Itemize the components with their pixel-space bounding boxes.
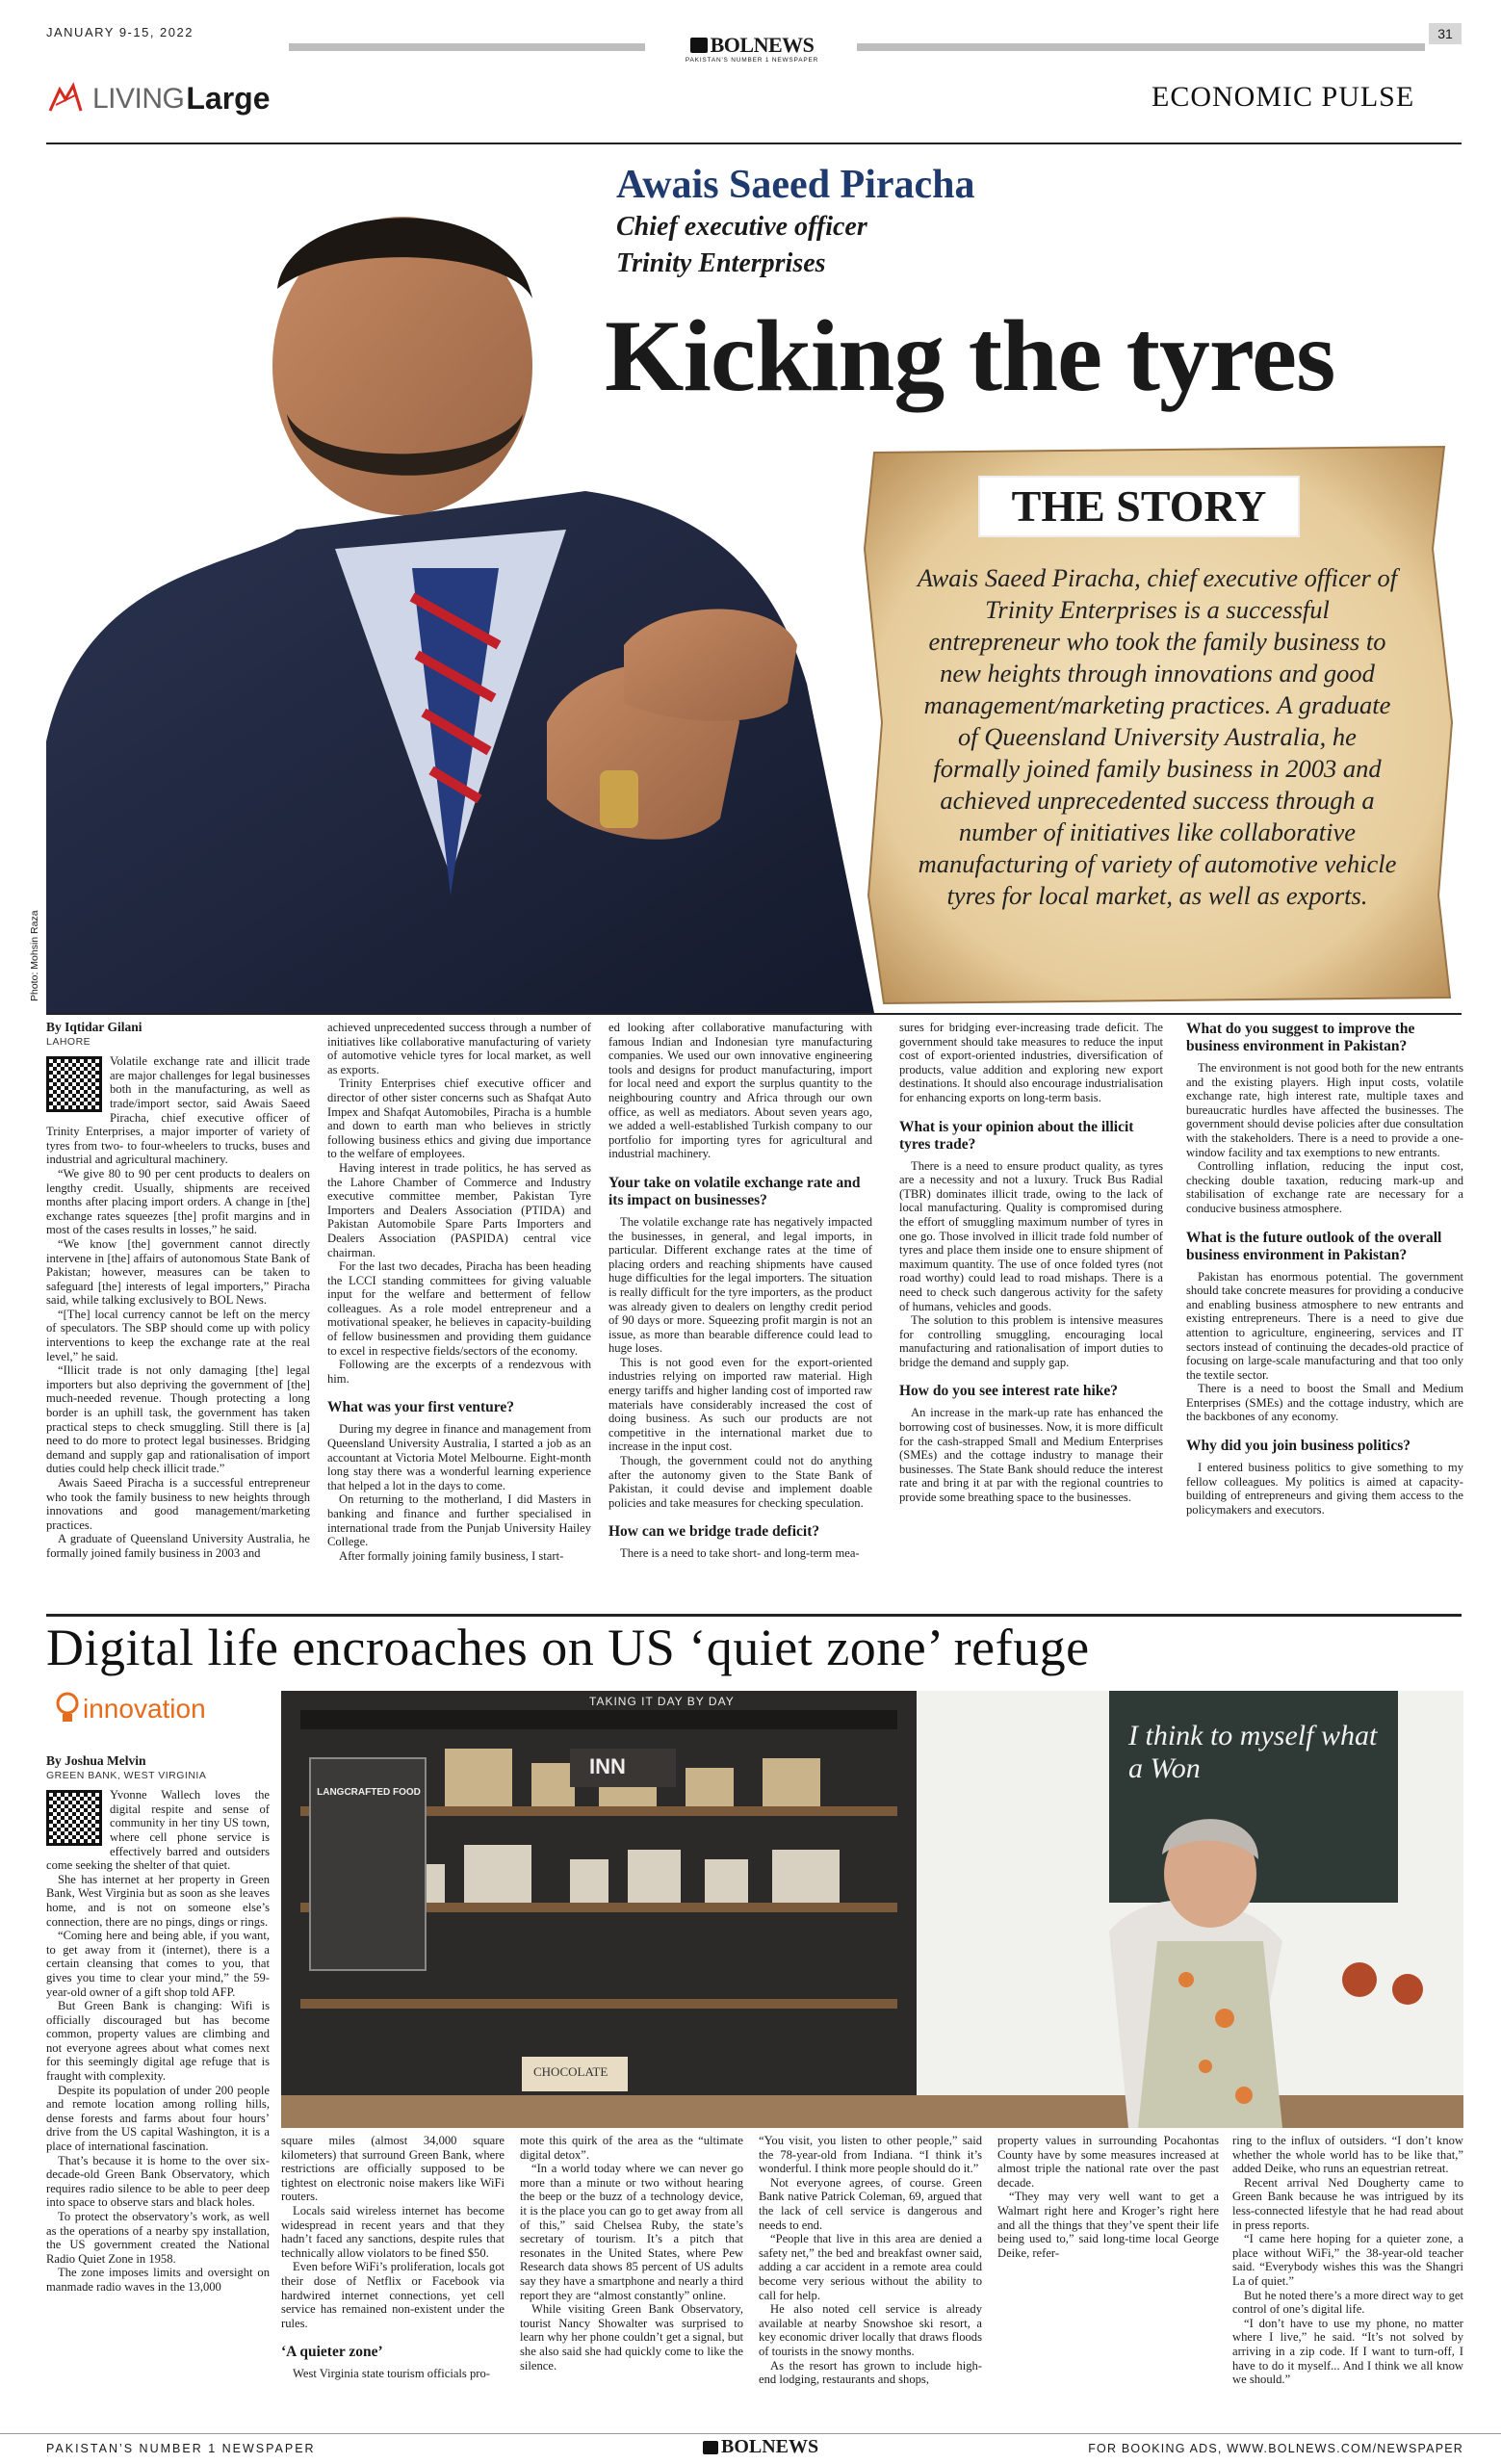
- header-rule-right: [857, 43, 1425, 51]
- paragraph: Though, the government could not do anything after the autonomy given to the State Bank of Pakistan, it could devise and implement doable policies and take measures for checking speculation.: [608, 1454, 872, 1510]
- paragraph: Controlling inflation, reducing the input cost, checking double taxation, reducing mark-up and stabilisation of exchange rate are necessary for a conducive business atmosphere.: [1186, 1159, 1463, 1215]
- story-parchment: [855, 433, 1463, 1011]
- gift-shop-photo: [281, 1691, 1463, 2128]
- profile-name: Awais Saeed Piracha: [616, 163, 975, 207]
- paragraph: Locals said wireless internet has become widespread in recent years and that they hadn’t faced any sanctions, despite rules that technically allow violators to be fined $50.: [281, 2203, 505, 2260]
- photo-credit: Photo: Mohsin Raza: [29, 910, 40, 1001]
- paragraph: achieved unprecedented success through a number of initiatives like collaborative manufacturing of variety of automotive vehicle tyres for local market, as well as exports.: [327, 1021, 591, 1076]
- paragraph: “Illicit trade is not only damaging [the] legal importers but also depriving the government of [the] much-needed revenue. Though protecting a long border is an uphill task, the government has taken practical steps to check smuggling. Still there is [a] need to do more to protect legal businesses. Bridging demand and supply gap and rationalisation of import duties could help check illicit trade.”: [46, 1363, 310, 1476]
- paragraph: “They may very well want to get a Walmart right here and Kroger’s right here and all the things that they’ve spent their life being used to,” said long-time local George Deike, refer-: [997, 2190, 1219, 2260]
- paragraph: “We know [the] government cannot directly intervene in [the] affairs of autonomous State Bank of Pakistan; however, measures can be taken to safeguard [the] interests of legal importers,” Piracha said, while talking exclusively to BOL News.: [46, 1236, 310, 1308]
- question-heading: What do you suggest to improve the business environment in Pakistan?: [1186, 1021, 1415, 1054]
- paragraph: “[The] local currency cannot be left on the mercy of speculators. The SBP should come up with policy interventions to keep the exchange rate at the real level,” he said.: [46, 1307, 310, 1363]
- paragraph: Not everyone agrees, of course. Green Bank native Patrick Coleman, 69, argued that the lack of cell service is dangerous and needs to end.: [759, 2175, 982, 2232]
- story2-col5: [997, 2134, 1219, 2428]
- dateline: GREEN BANK, WEST VIRGINIA: [46, 1769, 207, 1781]
- paragraph: That’s because it is home to the over six-decade-old Green Bank Observatory, which requires radio silence to be able to peer deep into space to observe stars and black holes.: [46, 2153, 270, 2210]
- paragraph: While visiting Green Bank Observatory, tourist Nancy Showalter was surprised to learn why her phone couldn’t get a signal, but she also said she had quickly come to like the silence.: [520, 2302, 743, 2373]
- paragraph: This is not good even for the export-oriented industries relying on imported raw material. High energy tariffs and higher landing cost of imported raw materials have considerably increased the cost of doing business. As such our products are not competitive in the international market due to increase in the input cost.: [608, 1355, 872, 1454]
- paragraph: ed looking after collaborative manufacturing with famous Indian and Indonesian tyre manufacturing companies. We used our own innovative engineering tools and designs for product manufacturing, import for local need and export the surplus quantity to the neighbouring country and Africa through our own office, as well as mediators. About seven years ago, we added a well-established Turkish company to our portfolio for importing tyres for agricultural and industrial machinery.: [608, 1021, 872, 1161]
- photo-sign-inn: INN: [589, 1754, 626, 1778]
- paragraph: There is a need to boost the Small and Medium Enterprises (SMEs) and the cottage industry, which are the backbones of any economy.: [1186, 1382, 1463, 1424]
- paragraph: “I don’t have to use my phone, no matter where I live,” he said. “It’s not solved by arriving in a zip code. If I want to turn-off, I have to do it myself... And I think we all know we should.”: [1232, 2316, 1463, 2387]
- header-rule-left: [289, 43, 645, 51]
- paragraph: mote this quirk of the area as the “ultimate digital detox”.: [520, 2134, 743, 2162]
- page-number: 31: [1429, 23, 1462, 44]
- innovation-section: innovation: [54, 1691, 206, 1727]
- story1-col2: [327, 1021, 591, 1604]
- question-heading: What is your opinion about the illicit tyres trade?: [899, 1118, 1134, 1153]
- header-logo: BOLNEWS PAKISTAN'S NUMBER 1 NEWSPAPER: [685, 33, 819, 64]
- headline-quiet-zone: Digital life encroaches on US ‘quiet zone’ refuge: [46, 1619, 1090, 1676]
- byline: By Iqtidar Gilani: [46, 1021, 142, 1034]
- story1-divider: [46, 1013, 1462, 1015]
- paragraph: Even before WiFi’s proliferation, locals got their dose of Netflix or Facebook via hardwired internet connections, yet cell service has remained non-existent under the rules.: [281, 2260, 505, 2330]
- profile-company: Trinity Enterprises: [616, 248, 826, 278]
- paragraph: The environment is not good both for the new entrants and the existing players. High input costs, volatile exchange rate, high interest rate, multiple taxes and bureaucratic hurdles have affected the businesses. The government should devise policies after due consultation with the stakeholders. There is a need to provide a one-window facility and tax exemptions to new entrants.: [1186, 1061, 1463, 1159]
- question-heading: What was your first venture?: [327, 1399, 515, 1416]
- paragraph: The solution to this problem is intensive measures for controlling smuggling, encouraging local manufacturing and rationalisation of import duties to bridge the demand and supply gap.: [899, 1313, 1163, 1369]
- story1-col5: [1186, 1021, 1463, 1604]
- photo-sign-day: TAKING IT DAY BY DAY: [589, 1695, 735, 1708]
- paragraph: After formally joining family business, I start-: [339, 1548, 564, 1563]
- paragraph: Having interest in trade politics, he has served as the Lahore Chamber of Commerce and Industry executive committee member, Pakistan Tyre Importers and Dealers Association (PTIDA) and Pakistan Automobile Spare Parts Importers and Dealers Association (PASPIDA) central vice chairman.: [327, 1160, 591, 1259]
- paragraph: There is a need to ensure product quality, as tyres are a necessity and not a luxury. Truck Bus Radial (TBR) dominates illicit trade, owing to the lack of local manufacturing. Quality is compromised during the effort of smuggling maximum number of tyres in one go. Those involved in illicit trade fold number of tyres and place them inside one to ensure shipment of maximum quantity. The use of once folded tyres (not road worthy) could lead to road mishaps. There is a need to check such dangerous activity for the safety of humans, vehicles and goods.: [899, 1158, 1163, 1313]
- paragraph: During my degree in finance and management from Queensland University Australia, I started a job as an accountant at Victoria Motel Melbourne. Eight-month long stay there was a wonderful learning experience that helped a lot in the days to come.: [327, 1422, 591, 1492]
- paragraph: Despite its population of under 200 people and remote location among rolling hills, dense forests and farms about four hours’ drive from the US capital Washington, it is a place of international fascination.: [46, 2083, 270, 2154]
- paragraph: “I came here hoping for a quieter zone, a place without WiFi,” the 38-year-old teacher said. “Everybody wishes this was the Shangri La of quiet.”: [1232, 2232, 1463, 2288]
- paragraph: On returning to the motherland, I did Masters in banking and finance and further specialised in international trade from the Punjab University Hailey College.: [327, 1492, 591, 1549]
- paragraph: She has internet at her property in Green Bank, West Virginia but as soon as she leaves home, and is not on someone else’s connection, there are no pings, dings or rings.: [46, 1872, 270, 1929]
- paragraph: “Coming here and being able, if you want, to get away from it (internet), there is a certain cleansing that comes to you, that gives you time to clear your mind,” the 59-year-old owner of a gift shop told AFP.: [46, 1929, 270, 1999]
- story2-col2: [281, 2134, 505, 2428]
- paragraph: The volatile exchange rate has negatively impacted the businesses, in general, and legal imports, in particular. Different exchange rates at the time of placing orders and reaching shipments have caused huge difficulties for the legal importers. The situation is really difficult for the tyre importers, as the product was already given to dealers on lengthy credit period of 90 days or more. Squeezing profit margin is not an issue, as more than bearable difference could lead to huge loses.: [608, 1214, 872, 1356]
- question-heading: How can we bridge trade deficit?: [608, 1523, 820, 1541]
- dateline: LAHORE: [46, 1035, 91, 1048]
- question-heading: Your take on volatile exchange rate and its impact on businesses?: [608, 1174, 861, 1208]
- question-heading: Why did you join business politics?: [1186, 1438, 1411, 1455]
- paragraph: An increase in the mark-up rate has enhanced the borrowing cost of businesses. Now, it is more difficult for the cash-strapped Small and Medium Enterprises (SMEs) and the cottage industry to manage their businesses. The State Bank should reduce the interest rate and bring it at par with the regional countries to provide some breathing space to the businesses.: [899, 1406, 1163, 1505]
- paragraph: Yvonne Wallech loves the digital respite and sense of community in her tiny US town, where cell phone service is effectively barred and outsiders come seeking the shelter of that quiet.: [46, 1788, 270, 1873]
- story2-col6: [1232, 2134, 1463, 2428]
- paragraph: sures for bridging ever-increasing trade deficit. The government should take measures to reduce the input cost of export-oriented industries, diversification of products, value addition and exploring new export destinations. It should also encourage industrialisation for enhancing exports on long-term basis.: [899, 1021, 1163, 1104]
- story2-col1: [46, 1754, 270, 2428]
- paragraph: Awais Saeed Piracha is a successful entrepreneur who took the family business to new heights through innovations and good management/marketing practices.: [46, 1476, 310, 1532]
- economic-pulse-section: ECONOMIC PULSE: [1152, 81, 1415, 113]
- story1-col1: [46, 1021, 310, 1604]
- paragraph: A graduate of Queensland University Australia, he formally joined family business in 2003 and: [46, 1532, 310, 1560]
- story2-col3: [520, 2134, 743, 2428]
- photo-sign-think: I think to myself what a Won: [1128, 1720, 1378, 1784]
- paragraph: To protect the observatory’s work, as well as the operations of a nearby spy installation, the US government created the National Radio Quiet Zone in 1958.: [46, 2210, 270, 2266]
- story1-col3: [608, 1021, 872, 1604]
- paragraph: Trinity Enterprises chief executive officer and director of other sister concerns such as Shafqat Auto Impex and Shafqat Automobiles, Piracha is a humble and down to earth man who believes in strictly following business ethics and giving due importance to the welfare of employees.: [327, 1076, 591, 1161]
- footer-tagline: PAKISTAN’S NUMBER 1 NEWSPAPER: [46, 2442, 316, 2455]
- story-summary: Awais Saeed Piracha, chief executive officer of Trinity Enterprises is a successful entrepreneur who took the family business to new heights through innovations and good management/marketing practices. A graduate of Queensland University Australia, he formally joined family business in 2003 and achieved unprecedented success through a number of initiatives like collaborative manufacturing of variety of automotive vehicle tyres for local market, as well as exports.: [917, 563, 1398, 910]
- paragraph: The zone imposes limits and oversight on manmade radio waves in the 13,000: [46, 2266, 270, 2294]
- story1-col4: [899, 1021, 1163, 1604]
- byline: By Joshua Melvin: [46, 1754, 146, 1768]
- paragraph: Volatile exchange rate and illicit trade are major challenges for legal businesses both in the manufacturing, as well as trade/import sector, said Awais Saeed Piracha, chief executive officer of Trinity Enterprises, a major importer of variety of tyres from two- to four-wheelers to trucks, buses and industrial and agricultural machinery.: [46, 1054, 310, 1167]
- paragraph: Pakistan has enormous potential. The government should take concrete measures for providing a conducive and enabling business atmosphere to new entrants and existing entrepreneurs. There is a need to give due attention to agriculture, engineering, services and IT sectors instead of continuing the decades-old practice of focusing on large-scale manufacturing and that too only the textile sector.: [1186, 1269, 1463, 1382]
- header-date: JANUARY 9-15, 2022: [46, 25, 194, 39]
- paragraph: I entered business politics to give something to my fellow colleagues. My politics is aimed at capacity-building of entrepreneurs and giving them access to the policymakers and executors.: [1186, 1461, 1463, 1517]
- subheading: ‘A quieter zone’: [281, 2344, 383, 2361]
- paragraph: ring to the influx of outsiders. “I don’t know whether the whole world has to be like that,” added Deike, who runs an equestrian retreat.: [1232, 2134, 1463, 2176]
- headline-kicking: Kicking the tyres: [605, 299, 1335, 412]
- photo-sign-chocolate: CHOCOLATE: [533, 2064, 608, 2079]
- qr-code-icon[interactable]: [46, 1790, 102, 1846]
- paragraph: square miles (almost 34,000 square kilometers) that surround Green Bank, where restrictions are officially supposed to be tightest on electronic noise makers like WiFi routers.: [281, 2134, 505, 2204]
- question-heading: What is the future outlook of the overall business environment in Pakistan?: [1186, 1229, 1442, 1263]
- paragraph: There is a need to take short- and long-term mea-: [620, 1546, 860, 1561]
- paragraph: property values in surrounding Pocahontas County have by some measures increased at almost triple the national rate over the past decade.: [997, 2134, 1219, 2190]
- story2-divider: [46, 1614, 1462, 1617]
- paragraph: Following are the excerpts of a rendezvous with him.: [327, 1358, 591, 1386]
- paragraph: West Virginia state tourism officials pro-: [293, 2367, 490, 2381]
- footer-rule: [0, 2433, 1501, 2434]
- living-large-section: LIVING Large: [46, 81, 271, 117]
- paragraph: Recent arrival Ned Dougherty came to Green Bank because he was intrigued by its less-connected lifestyle that he had read about in press reports.: [1232, 2175, 1463, 2232]
- paragraph: But Green Bank is changing: Wifi is officially discouraged but has become common, property values are climbing and not everyone agrees about what comes next for this seemingly digital age refuge that is fraught with complexity.: [46, 1999, 270, 2084]
- living-large-logo-icon: [46, 82, 85, 117]
- paragraph: As the resort has grown to include high-end lodging, restaurants and shops,: [759, 2358, 982, 2387]
- qr-code-icon[interactable]: [46, 1056, 102, 1112]
- footer-booking[interactable]: FOR BOOKING ADS, WWW.BOLNEWS.COM/NEWSPAPER: [1088, 2442, 1463, 2455]
- bol-logo-icon: [690, 38, 708, 53]
- profile-title: Chief executive officer: [616, 212, 867, 242]
- paragraph: “You visit, you listen to other people,” said the 78-year-old from Indiana. “I think it’s wonderful. I think more people should do it.”: [759, 2134, 982, 2176]
- story-label: THE STORY: [980, 478, 1298, 535]
- question-heading: How do you see interest rate hike?: [899, 1383, 1119, 1400]
- footer-logo: BOLNEWS: [703, 2436, 818, 2458]
- paragraph: “In a world today where we can never go more than a minute or two without hearing the beep or the buzz of a technology device, it is the place you can go to get away from all of this,” said Chelsea Ruby, the state’s secretary of tourism. It’s a pitch that resonates in the United States, where Pew Research data shows 85 percent of US adults say they have a smartphone and nearly a third report they are “almost constantly” online.: [520, 2162, 743, 2302]
- bol-logo-icon: [703, 2441, 718, 2454]
- paragraph: He also noted cell service is already available at nearby Snowshoe ski resort, a key economic driver locally that draws floods of tourists in the snowy months.: [759, 2302, 982, 2358]
- lightbulb-icon: [54, 1691, 81, 1727]
- paragraph: “We give 80 to 90 per cent products to dealers on lengthy credit. Usually, shipments are received months after placing import orders. A change in [the] exchange rates squeezes [the] profit margins and in most of the cases results in losses,” he said.: [46, 1166, 310, 1237]
- photo-sign-food: LANGCRAFTED FOOD: [317, 1787, 421, 1798]
- story2-col4: [759, 2134, 982, 2428]
- paragraph: For the last two decades, Piracha has been heading the LCCI standing committees for giving valuable input for the welfare and betterment of fellow colleagues. As a role model entrepreneur and a motivational speaker, he believes in capacity-building of fellow businessmen and providing them guidance to excel in respective fields/sectors of the economy.: [327, 1259, 591, 1358]
- paragraph: “People that live in this area are denied a safety net,” the bed and breakfast owner said, adding a car accident in a remote area could become very serious without the ability to call for help.: [759, 2232, 982, 2302]
- paragraph: But he noted there’s a more direct way to get control of one’s digital life.: [1232, 2288, 1463, 2317]
